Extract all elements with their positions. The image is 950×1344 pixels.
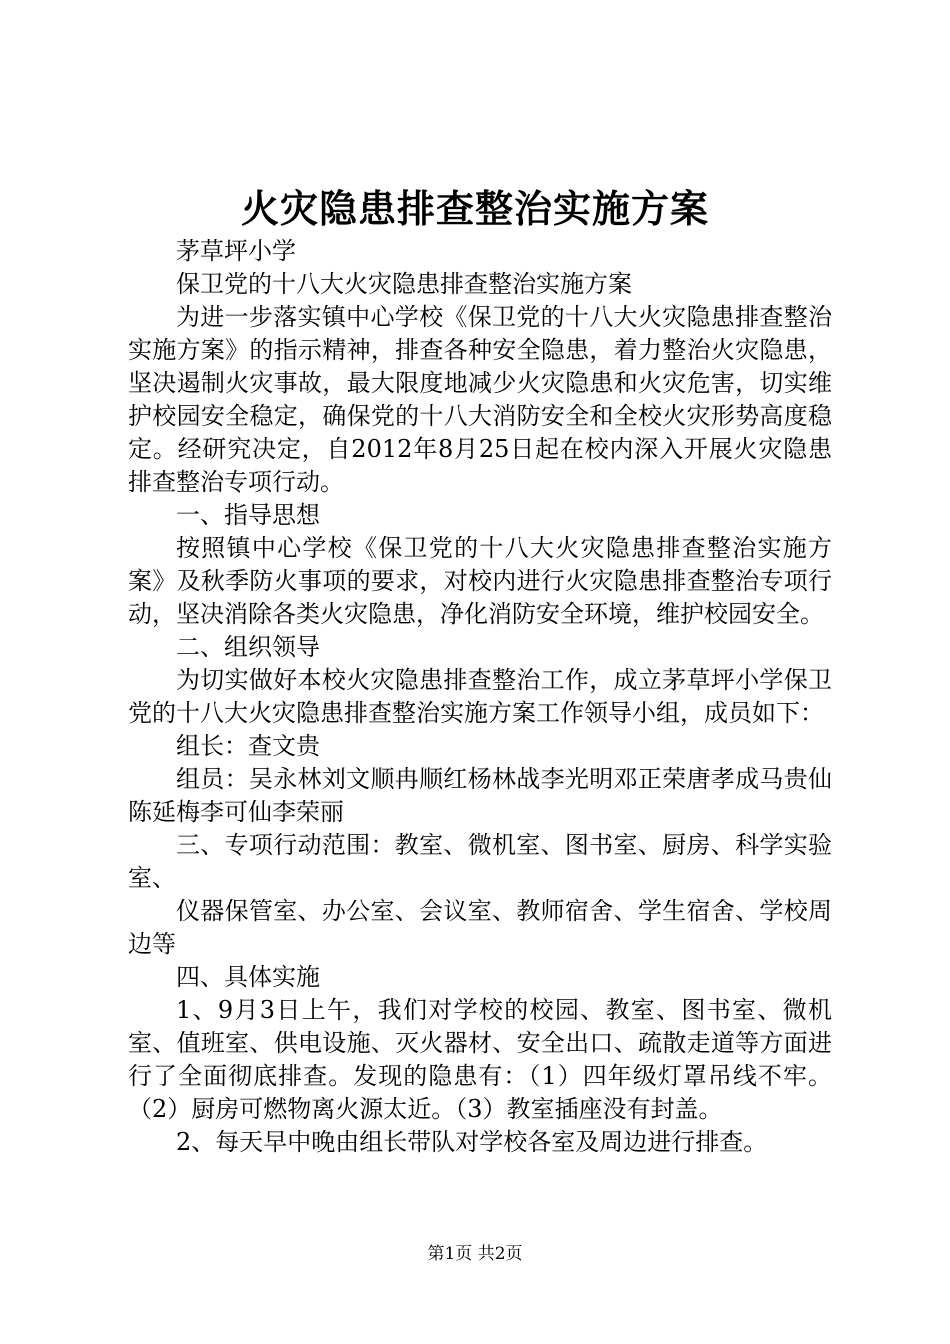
page-number-footer: 第1页 共2页 (427, 1244, 523, 1264)
section-heading-implementation: 四、具体实施 (176, 963, 320, 991)
school-name: 茅草坪小学 (176, 237, 296, 265)
guiding-thought-paragraph: 按照镇中心学校《保卫党的十八大火灾隐患排查整治实施方案》及秋季防火事项的要求，对校内进行火灾隐患排查整治专项行动，坚决消除各类火灾隐患，净化消防安全环境，维护校园安全。 (128, 534, 832, 628)
scope-continued-paragraph: 仪器保管室、办公室、会议室、教师宿舍、学生宿舍、学校周边等 (128, 897, 832, 958)
organization-paragraph: 为切实做好本校火灾隐患排查整治工作，成立茅草坪小学保卫党的十八大火灾隐患排查整治实施方案工作领导小组，成员如下： (128, 666, 832, 727)
document-body (128, 235, 832, 1159)
scope-paragraph: 三、专项行动范围：教室、微机室、图书室、厨房、科学实验室、 (128, 831, 832, 892)
implementation-item-2: 2、每天早中晚由组长带队对学校各室及周边进行排查。 (176, 1128, 768, 1156)
group-members-line: 组员：吴永林刘文顺冉顺红杨林战李光明邓正荣唐孝成马贵仙陈延梅李可仙李荣丽 (128, 765, 832, 826)
implementation-item-1: 1、9月3日上午，我们对学校的校园、教室、图书室、微机室、值班室、供电设施、灭火器材、安全出口、疏散走道等方面进行了全面彻底排查。发现的隐患有：（1）四年级灯罩吊线不牢。（2）厨房可燃物离火源太近。（3）教室插座没有封盖。 (128, 996, 832, 1123)
section-heading-organization: 二、组织领导 (176, 633, 320, 661)
plan-subtitle: 保卫党的十八大火灾隐患排查整治实施方案 (176, 270, 632, 298)
intro-paragraph: 为进一步落实镇中心学校《保卫党的十八大火灾隐患排查整治实施方案》的指示精神，排查各种安全隐患，着力整治火灾隐患，坚决遏制火灾事故，最大限度地减少火灾隐患和火灾危害，切实维护校园安全稳定，确保党的十八大消防安全和全校火灾形势高度稳定。经研究决定，自2012年8月25日起在校内深入开展火灾隐患排查整治专项行动。 (128, 303, 832, 496)
document-title: 火灾隐患排查整治实施方案 (240, 186, 709, 231)
group-leader-line: 组长：查文贵 (176, 732, 320, 760)
section-heading-guiding-thought: 一、指导思想 (176, 501, 320, 529)
